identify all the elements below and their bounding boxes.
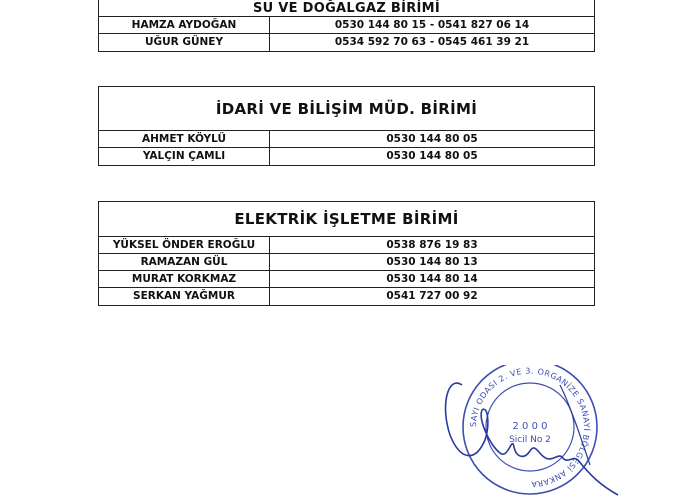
section-title: İDARİ VE BİLİŞİM MÜD. BİRİMİ — [99, 87, 594, 131]
phone-number: 0530 144 80 05 — [386, 150, 478, 162]
phone-number: 0538 876 19 83 — [386, 239, 478, 251]
table-elektrik-isletme — [98, 201, 595, 306]
person-name: UĞUR GÜNEY — [99, 34, 270, 51]
phone-number: 0530 144 80 05 — [386, 133, 478, 145]
person-name: SERKAN YAĞMUR — [99, 288, 270, 305]
phone-number: 0541 727 00 92 — [386, 290, 478, 302]
seal-year: 2 0 0 0 — [512, 421, 548, 432]
phone-number: 0530 144 80 13 — [386, 256, 478, 268]
table-row — [99, 131, 594, 148]
table-row — [99, 271, 594, 288]
table-su-dogalgaz — [98, 0, 595, 52]
table-row — [99, 17, 594, 34]
section-title: SU VE DOĞALGAZ BİRİMİ — [99, 0, 594, 17]
section-title: ELEKTRİK İŞLETME BİRİMİ — [99, 202, 594, 237]
table-row — [99, 148, 594, 165]
person-name: AHMET KÖYLÜ — [99, 131, 270, 147]
person-name: HAMZA AYDOĞAN — [99, 17, 270, 33]
table-row — [99, 288, 594, 305]
seal-registry: Sicil No 2 — [509, 435, 551, 445]
person-name: YÜKSEL ÖNDER EROĞLU — [99, 237, 270, 253]
phone-number: 0530 144 80 15 - 0541 827 06 14 — [334, 19, 530, 31]
table-idari-bilisim — [98, 86, 595, 166]
person-name: RAMAZAN GÜL — [99, 254, 270, 270]
table-row — [99, 34, 594, 51]
table-row — [99, 254, 594, 271]
phone-number: 0534 592 70 63 - 0545 461 39 21 — [334, 36, 530, 48]
seal-ring-text: SAYI ODASI 2. VE 3. ORGANİZE SANAYİ BÖLGESİ ANKARA — [468, 366, 592, 489]
person-name: YALÇIN ÇAMLI — [99, 148, 270, 165]
official-seal — [440, 365, 620, 500]
phone-number: 0530 144 80 14 — [386, 273, 478, 285]
person-name: MURAT KORKMAZ — [99, 271, 270, 287]
table-row — [99, 237, 594, 254]
